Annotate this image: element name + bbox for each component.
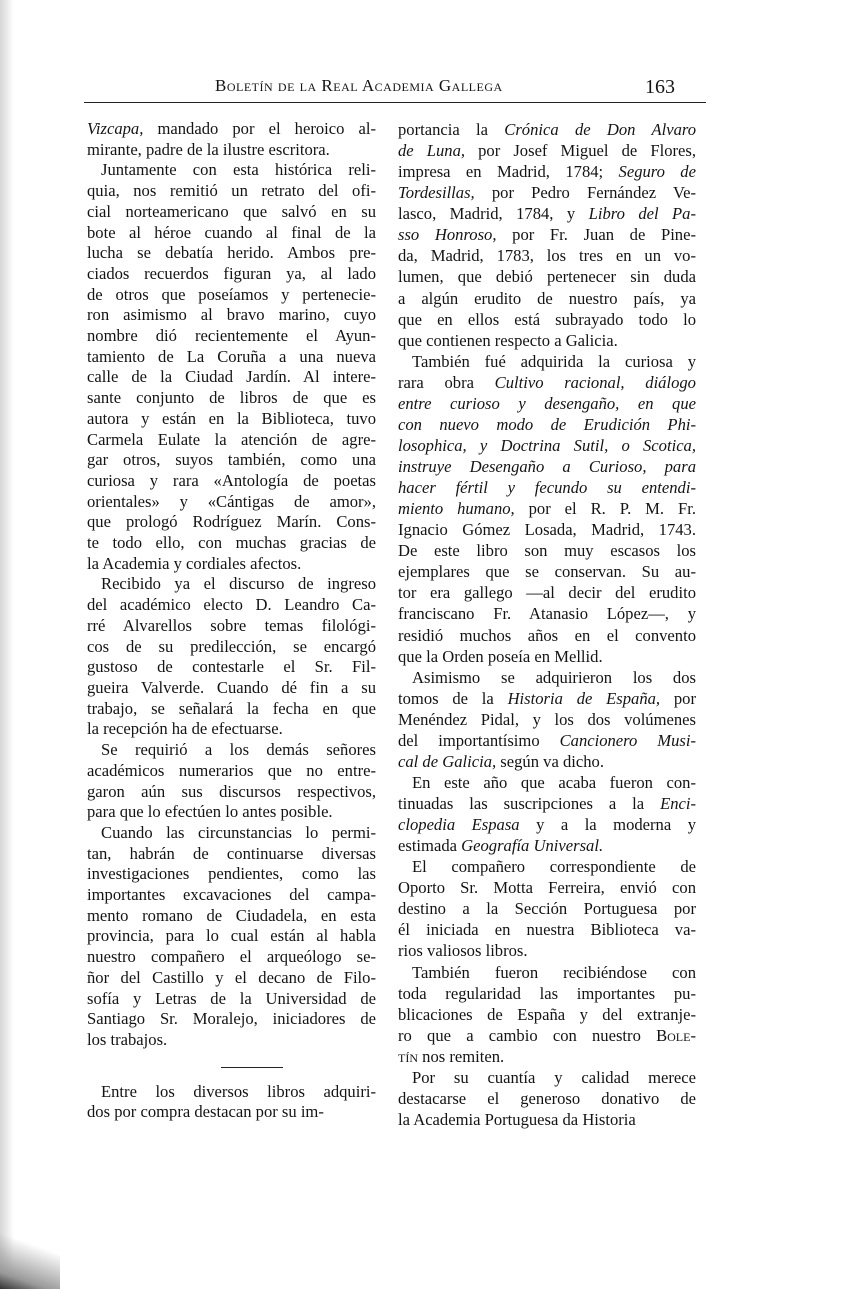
text-span: Oporto Sr. Motta Ferreira, envió con	[398, 878, 696, 898]
text-line	[398, 667, 696, 688]
text-span: que la Orden poseía en Mellid.	[398, 646, 603, 666]
text-line	[398, 793, 696, 814]
text-span: la Academia Portuguesa da Historia	[398, 1109, 636, 1129]
text-line	[87, 616, 376, 637]
text-span: Asimismo se adquirieron los dos	[412, 667, 696, 687]
text-line	[87, 844, 376, 865]
text-span: Por su cuantía y calidad merece	[412, 1067, 696, 1087]
text-line	[398, 540, 696, 561]
text-line	[87, 1009, 376, 1030]
text-span: toda regularidad las importantes pu-	[398, 983, 696, 1003]
text-span: tan, habrán de continuarse diversas	[87, 843, 376, 863]
text-span: autora y están en la Biblioteca, tuvo	[87, 408, 376, 428]
text-span: del importantísimo	[398, 730, 560, 750]
text-line	[398, 877, 696, 898]
text-span: Ignacio Gómez Losada, Madrid, 1743.	[398, 520, 696, 540]
text-line	[398, 456, 696, 477]
italic-title-text: Historia de España,	[507, 688, 661, 708]
text-line	[398, 730, 696, 751]
text-line	[87, 119, 376, 140]
text-line	[87, 906, 376, 927]
text-line	[87, 471, 376, 492]
text-span: Carmela Eulate la atención de agre-	[87, 429, 376, 449]
text-span: rara obra	[398, 372, 495, 392]
text-span: que prologó Rodríguez Marín. Cons-	[87, 512, 376, 532]
italic-title-text: Cultivo racional, diálogo	[494, 372, 696, 392]
text-line	[87, 657, 376, 678]
text-line	[87, 202, 376, 223]
italic-title-text: Tordesillas,	[398, 183, 475, 203]
text-line	[87, 305, 376, 326]
text-line	[398, 245, 696, 266]
text-span: tor era gallego —al decir del erudito	[398, 583, 696, 603]
text-line	[87, 968, 376, 989]
text-span: ro que a cambio con nuestro	[398, 1025, 657, 1045]
text-line	[398, 288, 696, 309]
italic-title-text: losophica, y Doctrina Sutil, o Scotica,	[398, 435, 696, 455]
text-span: trabajo, se señalará la fecha en que	[87, 698, 376, 718]
text-line	[398, 266, 696, 287]
text-line	[87, 243, 376, 264]
text-line	[87, 678, 376, 699]
text-line	[87, 1102, 376, 1123]
text-line	[87, 782, 376, 803]
text-span: portancia la	[398, 120, 505, 139]
text-line	[87, 574, 376, 595]
text-line	[87, 160, 376, 181]
text-span: Juntamente con esta histórica reli-	[101, 160, 376, 180]
text-line	[398, 1088, 696, 1109]
text-line	[398, 625, 696, 646]
running-header: Boletín de la Real Academia Gallega	[215, 76, 503, 95]
text-line	[87, 367, 376, 388]
text-span: dos por compra destacan por su im-	[87, 1102, 324, 1122]
text-line	[87, 740, 376, 761]
text-span: Recibido ya el discurso de ingreso	[101, 574, 376, 594]
text-line	[398, 309, 696, 330]
text-span: mento romano de Ciudadela, en esta	[87, 905, 376, 925]
text-span: de otros que poseíamos y pertenecie-	[87, 284, 376, 304]
text-span: según va dicho.	[496, 751, 604, 771]
text-span: También fueron recibiéndose con	[412, 962, 696, 982]
text-line	[398, 603, 696, 624]
text-line	[87, 823, 376, 844]
text-span: por el R. P. M. Fr.	[514, 499, 696, 519]
text-span: Bole-	[656, 1025, 696, 1045]
text-line	[87, 388, 376, 409]
text-span: da, Madrid, 1783, los tres en un vo-	[398, 246, 696, 266]
text-span: por	[660, 688, 696, 708]
header-rule	[84, 102, 706, 103]
italic-title-text: instruye Desengaño a Curioso, para	[398, 457, 696, 476]
text-span: que contienen respecto a Galicia.	[398, 330, 618, 350]
text-line	[398, 898, 696, 919]
text-line	[398, 161, 696, 182]
text-span: sofía y Letras de la Universidad de	[87, 988, 376, 1008]
text-line	[87, 409, 376, 430]
text-span: mirante, padre de la ilustre escritora.	[87, 139, 330, 159]
text-span: provincia, para lo cual están al habla	[87, 926, 376, 946]
text-span: rré Alvarellos sobre temas filológi-	[87, 615, 376, 635]
italic-title-text: clopedia Espasa	[398, 815, 520, 835]
text-span: y a la moderna y	[519, 815, 697, 835]
text-span: los trabajos.	[87, 1029, 168, 1049]
italic-title-text: Crónica de Don Alvaro	[504, 120, 696, 139]
text-span: destino a la Sección Portuguesa por	[398, 899, 696, 919]
text-line	[87, 492, 376, 513]
text-line	[398, 435, 696, 456]
text-line	[87, 926, 376, 947]
text-span: mandado por el heroico al-	[143, 119, 376, 138]
text-line	[87, 595, 376, 616]
text-span: sante conjunto de libros de que es	[87, 388, 376, 408]
text-line	[398, 203, 696, 224]
text-span: te todo ello, con muchas gracias de	[87, 533, 376, 553]
text-line	[87, 223, 376, 244]
text-span: que en ellos está subrayado todo lo	[398, 309, 696, 329]
text-span: franciscano Fr. Atanasio López—, y	[398, 604, 696, 624]
italic-title-text: Seguro de	[618, 162, 696, 182]
text-span: la Academia y cordiales afectos.	[87, 553, 302, 573]
text-line	[398, 1025, 696, 1046]
text-span: nombre dió recientemente el Ayun-	[87, 326, 376, 346]
text-line	[398, 1046, 696, 1067]
text-span: garon aún sus discursos respectivos,	[87, 781, 376, 801]
text-line	[398, 772, 696, 793]
scan-edge-shadow	[0, 0, 14, 1289]
text-span: De este libro son muy escasos los	[398, 541, 696, 561]
text-span: En este año que acaba fueron con-	[412, 772, 696, 792]
right-column	[398, 119, 696, 1130]
text-line	[398, 814, 696, 835]
text-line	[87, 450, 376, 471]
text-line	[87, 554, 376, 575]
text-span: a algún erudito de nuestro país, ya	[398, 288, 696, 308]
text-line	[87, 1030, 376, 1051]
text-span: académicos numerarios que no entre-	[87, 760, 376, 780]
text-line	[398, 940, 696, 961]
text-line	[87, 512, 376, 533]
text-span: lasco, Madrid, 1784, y	[398, 204, 589, 224]
text-line	[87, 430, 376, 451]
text-line	[87, 802, 376, 823]
text-span: calle de la Ciudad Jardín. Al intere-	[87, 367, 376, 387]
text-line	[87, 719, 376, 740]
text-span: gustoso de contestarle el Sr. Fil-	[87, 657, 376, 677]
text-span: El compañero correspondiente de	[412, 857, 696, 877]
text-line	[87, 326, 376, 347]
section-separator-rule	[221, 1067, 283, 1068]
text-span: tamiento de La Coruña a una nueva	[87, 346, 376, 366]
italic-title-text: de Luna,	[398, 141, 466, 161]
text-line	[398, 582, 696, 603]
page-number: 163	[645, 76, 675, 98]
text-span: por Josef Miguel de Flores,	[465, 141, 696, 161]
text-span: gueira Valverde. Cuando dé fin a su	[87, 677, 376, 697]
text-span: la recepción ha de efectuarse.	[87, 719, 283, 739]
text-line	[398, 1004, 696, 1025]
text-span: del académico electo D. Leandro Ca-	[87, 595, 376, 615]
text-line	[398, 1109, 696, 1130]
italic-title-text: con nuevo modo de Erudición Phi-	[398, 414, 696, 434]
text-span: Menéndez Pidal, y los dos volúmenes	[398, 709, 696, 729]
text-line	[398, 646, 696, 667]
text-line	[87, 885, 376, 906]
text-line	[87, 347, 376, 368]
text-span: cos de su predilección, se encargó	[87, 636, 376, 656]
text-span: También fué adquirida la curiosa y	[412, 351, 696, 371]
text-line	[87, 533, 376, 554]
text-span: ñor del Castillo y el decano de Filo-	[87, 967, 376, 987]
text-span: bote al héroe cuando al final de la	[87, 222, 376, 242]
text-span: importantes excavaciones del campa-	[87, 885, 376, 905]
italic-title-text: hacer fértil y fecundo su entendi-	[398, 478, 696, 498]
text-line	[398, 519, 696, 540]
text-span: quia, nos remitió un retrato del ofi-	[87, 181, 376, 201]
text-line	[87, 761, 376, 782]
text-line	[398, 561, 696, 582]
text-line	[398, 919, 696, 940]
text-span: lucha se debatía herido. Ambos pre-	[87, 243, 376, 263]
text-line	[398, 751, 696, 772]
text-line	[398, 182, 696, 203]
text-line	[398, 414, 696, 435]
text-line	[87, 699, 376, 720]
text-line	[398, 1067, 696, 1088]
text-span: Se requirió a los demás señores	[101, 740, 376, 760]
text-line	[398, 498, 696, 519]
text-line	[87, 264, 376, 285]
italic-title-text: miento humano,	[398, 499, 515, 519]
text-line	[398, 835, 696, 856]
text-span: ejemplares que se conservan. Su au-	[398, 562, 696, 582]
text-line	[87, 989, 376, 1010]
text-span: curiosa y rara «Antología de poetas	[87, 470, 376, 490]
text-span: nuestro compañero el arqueólogo se-	[87, 947, 376, 967]
italic-title-text: Cancionero Musi-	[559, 730, 696, 750]
text-span: rios valiosos libros.	[398, 941, 528, 961]
italic-title-text: Vizcapa,	[87, 119, 144, 138]
text-span: orientales» y «Cántigas de amor»,	[87, 491, 376, 511]
text-span: por Pedro Fernández Ve-	[474, 183, 696, 203]
text-line	[398, 688, 696, 709]
italic-title-text: Geografía Universal.	[461, 836, 604, 856]
text-span: ron asimismo al bravo marino, cuyo	[87, 305, 376, 325]
text-span: por Fr. Juan de Pine-	[496, 225, 696, 245]
text-line	[87, 181, 376, 202]
text-line	[87, 637, 376, 658]
text-span: Cuando las circunstancias lo permi-	[101, 822, 376, 842]
text-span: blicaciones de España y del extranje-	[398, 1004, 696, 1024]
text-line	[398, 962, 696, 983]
text-span: Santiago Sr. Moralejo, iniciadores de	[87, 1009, 376, 1029]
text-line	[87, 947, 376, 968]
text-span: nos remiten.	[418, 1046, 505, 1066]
text-span: cial norteamericano que salvó en su	[87, 201, 376, 221]
left-column	[87, 119, 376, 1123]
text-line	[87, 864, 376, 885]
text-span: Entre los diversos libros adquiri-	[101, 1081, 376, 1101]
text-line	[398, 351, 696, 372]
text-span: gar otros, suyos también, como una	[87, 450, 376, 470]
text-span: tinuadas las suscripciones a la	[398, 794, 661, 813]
text-line	[87, 1082, 376, 1103]
italic-title-text: Libro del Pa-	[588, 204, 697, 224]
italic-title-text: cal de Galicia,	[398, 751, 497, 771]
text-line	[398, 477, 696, 498]
scan-corner-shadow	[0, 1169, 60, 1289]
text-line	[398, 140, 696, 161]
text-line	[398, 983, 696, 1004]
italic-title-text: sso Honroso,	[398, 225, 497, 245]
text-span: tomos de la	[398, 688, 508, 708]
text-span: impresa en Madrid, 1784;	[398, 162, 619, 182]
text-line	[398, 330, 696, 351]
text-line	[398, 709, 696, 730]
text-line	[398, 393, 696, 414]
italic-title-text: entre curioso y desengaño, en que	[398, 393, 696, 413]
text-span: investigaciones pendientes, como las	[87, 864, 376, 884]
text-span: para que lo efectúen lo antes posible.	[87, 802, 333, 822]
text-line	[87, 285, 376, 306]
text-span: él iniciada en nuestra Biblioteca va-	[398, 920, 696, 940]
text-span: ciados recuerdos figuran ya, al lado	[87, 263, 376, 283]
text-span: estimada	[398, 836, 462, 856]
text-line	[398, 224, 696, 245]
text-line	[398, 856, 696, 877]
text-span: destacarse el generoso donativo de	[398, 1088, 696, 1108]
text-line	[87, 140, 376, 161]
text-span: residió muchos años en el convento	[398, 625, 696, 645]
text-span: tín	[398, 1046, 418, 1066]
text-line	[398, 372, 696, 393]
text-span: lumen, que debió pertenecer sin duda	[398, 267, 696, 287]
text-line	[398, 119, 696, 140]
italic-title-text: Enci-	[660, 794, 696, 813]
